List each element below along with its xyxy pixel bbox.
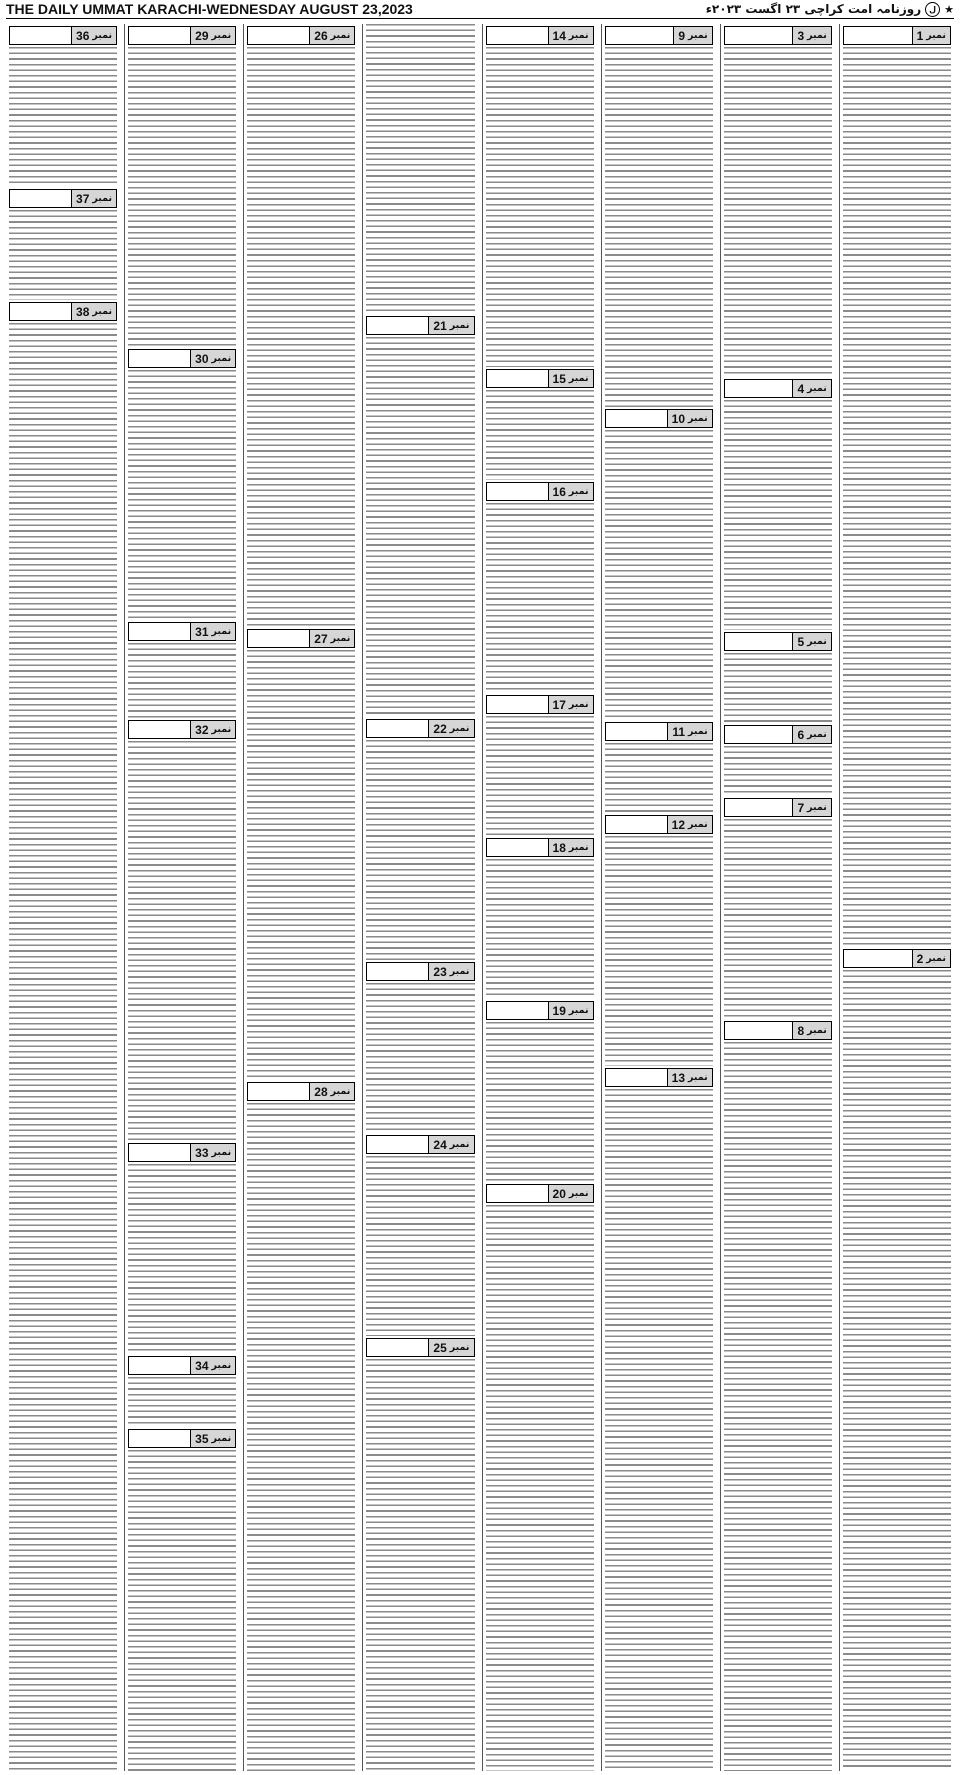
number-label: نمبر [330,30,351,41]
number-label: نمبر [807,802,827,813]
story-header [605,1068,713,1087]
story-header [128,1356,236,1375]
story-header [128,349,236,368]
number-value: 15 [552,371,566,386]
article-text [605,836,713,1066]
article-text [486,1205,594,1771]
story-number [673,27,711,44]
article-text [247,650,355,1080]
number-label: نمبر [211,626,232,637]
story-header [366,719,474,738]
story-number [428,1339,473,1356]
number-value: 6 [797,727,805,742]
masthead-urdu: روزنامہ امت کراچی ۲۳ اگست ۲۰۲۳ء [705,2,922,16]
story-title [367,720,428,737]
ummat-logo-icon: ل [925,2,940,17]
story-header [247,629,355,648]
story-title [129,350,190,367]
number-value: 9 [678,28,686,43]
news-column [243,24,358,1771]
story-number [792,633,830,650]
number-value: 22 [433,721,447,736]
story-header [486,482,594,501]
number-label: نمبر [568,842,589,853]
number-value: 11 [672,724,686,739]
story-number [190,27,235,44]
article-text [486,47,594,367]
number-value: 25 [433,1340,447,1355]
news-columns [6,24,954,1771]
story-title [606,723,668,740]
masthead-english: THE DAILY UMMAT KARACHI-WEDNESDAY AUGUST 23,2023 [6,1,413,17]
article-text [486,716,594,836]
story-number [71,303,116,320]
number-label: نمبر [211,1360,232,1371]
number-label: نمبر [688,30,708,41]
number-label: نمبر [211,30,232,41]
number-label: نمبر [688,1072,708,1083]
story-header [366,962,474,981]
story-title [10,27,71,44]
story-header [9,189,117,208]
article-text [128,643,236,718]
number-label: نمبر [449,1342,470,1353]
number-value: 16 [552,484,566,499]
story-title [725,633,793,650]
story-number [912,27,950,44]
story-title [367,317,428,334]
story-header [366,1135,474,1154]
news-column [6,24,120,1771]
story-title [129,1430,190,1447]
story-header [605,815,713,834]
story-number [548,27,593,44]
number-value: 14 [552,28,566,43]
number-value: 20 [552,1186,566,1201]
number-label: نمبر [568,486,589,497]
number-value: 29 [195,28,209,43]
article-text [605,743,713,813]
article-text [366,740,474,960]
number-value: 21 [433,318,447,333]
story-title [487,839,548,856]
story-header [128,1143,236,1162]
article-text [128,1164,236,1354]
story-number [428,963,473,980]
news-column [601,24,716,1771]
story-number [548,696,593,713]
story-header [486,1001,594,1020]
story-number [190,1144,235,1161]
story-title [10,190,71,207]
number-value: 38 [76,304,90,319]
article-text [128,370,236,620]
story-title [129,27,190,44]
story-title [606,410,667,427]
story-header [843,949,951,968]
story-title [725,799,793,816]
story-header [128,1429,236,1448]
article-text [486,503,594,693]
article-text [128,1377,236,1427]
story-header [128,720,236,739]
story-number [190,623,235,640]
article-text [366,24,474,314]
story-number [548,1002,593,1019]
article-text [605,47,713,407]
story-header [9,302,117,321]
number-label: نمبر [688,413,708,424]
story-title [487,483,548,500]
story-title [725,726,793,743]
article-text [366,337,474,717]
story-header [724,1021,832,1040]
story-title [129,623,190,640]
number-label: نمبر [449,966,470,977]
number-label: نمبر [330,633,351,644]
number-label: نمبر [211,724,232,735]
article-text [366,1156,474,1336]
article-text [724,400,832,630]
story-title [10,303,71,320]
article-text [9,47,117,187]
number-label: نمبر [211,1433,232,1444]
story-header [128,622,236,641]
story-number [190,1357,235,1374]
story-number [792,726,830,743]
number-label: نمبر [807,1025,827,1036]
number-label: نمبر [211,353,232,364]
article-text [724,47,832,377]
story-title [487,370,548,387]
number-label: نمبر [568,1005,589,1016]
story-title [367,1339,428,1356]
article-text [366,1359,474,1771]
story-title [844,27,912,44]
article-text [247,47,355,627]
number-label: نمبر [926,953,946,964]
story-header [366,316,474,335]
story-number [548,370,593,387]
story-title [606,1069,667,1086]
story-title [606,816,667,833]
story-header [605,409,713,428]
number-label: نمبر [449,320,470,331]
article-text [247,1103,355,1771]
story-number [667,723,711,740]
article-text [486,390,594,480]
article-text [724,819,832,1019]
article-text [366,983,474,1133]
story-title [844,950,912,967]
story-header [486,838,594,857]
story-number [667,1069,712,1086]
article-text [128,1450,236,1771]
news-column [839,24,954,1771]
story-number [309,630,354,647]
article-text [843,47,951,947]
number-value: 36 [76,28,90,43]
story-number [190,350,235,367]
article-text [843,970,951,1771]
number-value: 32 [195,722,209,737]
story-number [792,27,830,44]
story-number [548,483,593,500]
number-value: 27 [314,631,328,646]
number-label: نمبر [568,1188,589,1199]
story-number [792,380,830,397]
number-value: 28 [314,1084,328,1099]
number-value: 26 [314,28,328,43]
story-title [248,27,309,44]
number-label: نمبر [807,30,827,41]
article-text [486,859,594,999]
story-header [724,725,832,744]
story-title [725,1022,793,1039]
story-number [428,720,473,737]
number-value: 34 [195,1358,209,1373]
story-title [129,721,190,738]
story-header [724,26,832,45]
number-value: 8 [797,1023,805,1038]
number-value: 7 [797,800,805,815]
story-number [548,1185,593,1202]
number-value: 4 [797,381,805,396]
story-header [366,1338,474,1357]
story-number [667,816,712,833]
news-column [482,24,597,1771]
number-value: 10 [671,411,686,426]
number-value: 31 [195,624,209,639]
number-label: نمبر [92,193,113,204]
story-title [248,1083,309,1100]
story-header [128,26,236,45]
story-header [605,26,713,45]
story-number [309,27,354,44]
news-column [124,24,239,1771]
story-header [486,695,594,714]
article-text [605,1089,713,1771]
number-label: نمبر [926,30,946,41]
number-value: 18 [552,840,566,855]
article-text [128,741,236,1141]
number-value: 30 [195,351,209,366]
story-title [487,1185,548,1202]
story-number [428,317,473,334]
number-value: 24 [433,1137,447,1152]
number-label: نمبر [568,699,589,710]
story-header [724,632,832,651]
number-value: 37 [76,191,90,206]
article-text [9,210,117,300]
story-header [247,26,355,45]
story-title [606,27,674,44]
number-label: نمبر [568,373,589,384]
article-text [724,1042,832,1771]
article-text [9,323,117,1771]
story-header [843,26,951,45]
number-value: 19 [552,1003,566,1018]
number-label: نمبر [807,383,827,394]
story-title [487,27,548,44]
story-number [71,27,116,44]
story-title [367,1136,428,1153]
story-header [486,369,594,388]
news-column [362,24,477,1771]
story-number [912,950,950,967]
story-number [792,799,830,816]
story-number [792,1022,830,1039]
number-value: 23 [433,964,447,979]
story-number [548,839,593,856]
story-header [724,379,832,398]
masthead [6,0,954,19]
article-text [128,47,236,347]
story-number [190,1430,235,1447]
news-column [720,24,835,1771]
story-number [190,721,235,738]
story-title [129,1144,190,1161]
story-number [428,1136,473,1153]
article-text [486,1022,594,1182]
number-label: نمبر [568,30,589,41]
number-value: 2 [916,951,924,966]
story-header [486,26,594,45]
story-header [605,722,713,741]
story-number [71,190,116,207]
story-title [487,1002,548,1019]
number-label: نمبر [688,819,708,830]
number-value: 33 [195,1145,209,1160]
number-label: نمبر [807,636,827,647]
article-text [724,746,832,796]
number-label: نمبر [807,729,827,740]
story-header [247,1082,355,1101]
masthead-urdu-block [706,2,954,17]
article-text [724,653,832,723]
number-label: نمبر [92,306,113,317]
story-title [725,27,793,44]
story-header [724,798,832,817]
number-label: نمبر [688,726,708,737]
number-label: نمبر [211,1147,232,1158]
number-value: 3 [797,28,805,43]
story-header [9,26,117,45]
number-value: 17 [552,697,566,712]
star-icon: ★ [944,2,954,16]
story-title [487,696,548,713]
story-title [367,963,428,980]
story-header [486,1184,594,1203]
number-value: 1 [916,28,924,43]
number-label: نمبر [449,723,470,734]
story-title [129,1357,190,1374]
number-label: نمبر [449,1139,470,1150]
number-value: 13 [671,1070,686,1085]
article-text [605,430,713,720]
story-title [248,630,309,647]
number-label: نمبر [92,30,113,41]
number-value: 12 [671,817,686,832]
number-value: 5 [797,634,805,649]
number-label: نمبر [330,1086,351,1097]
number-value: 35 [195,1431,209,1446]
story-number [309,1083,354,1100]
story-title [725,380,793,397]
story-number [667,410,712,427]
